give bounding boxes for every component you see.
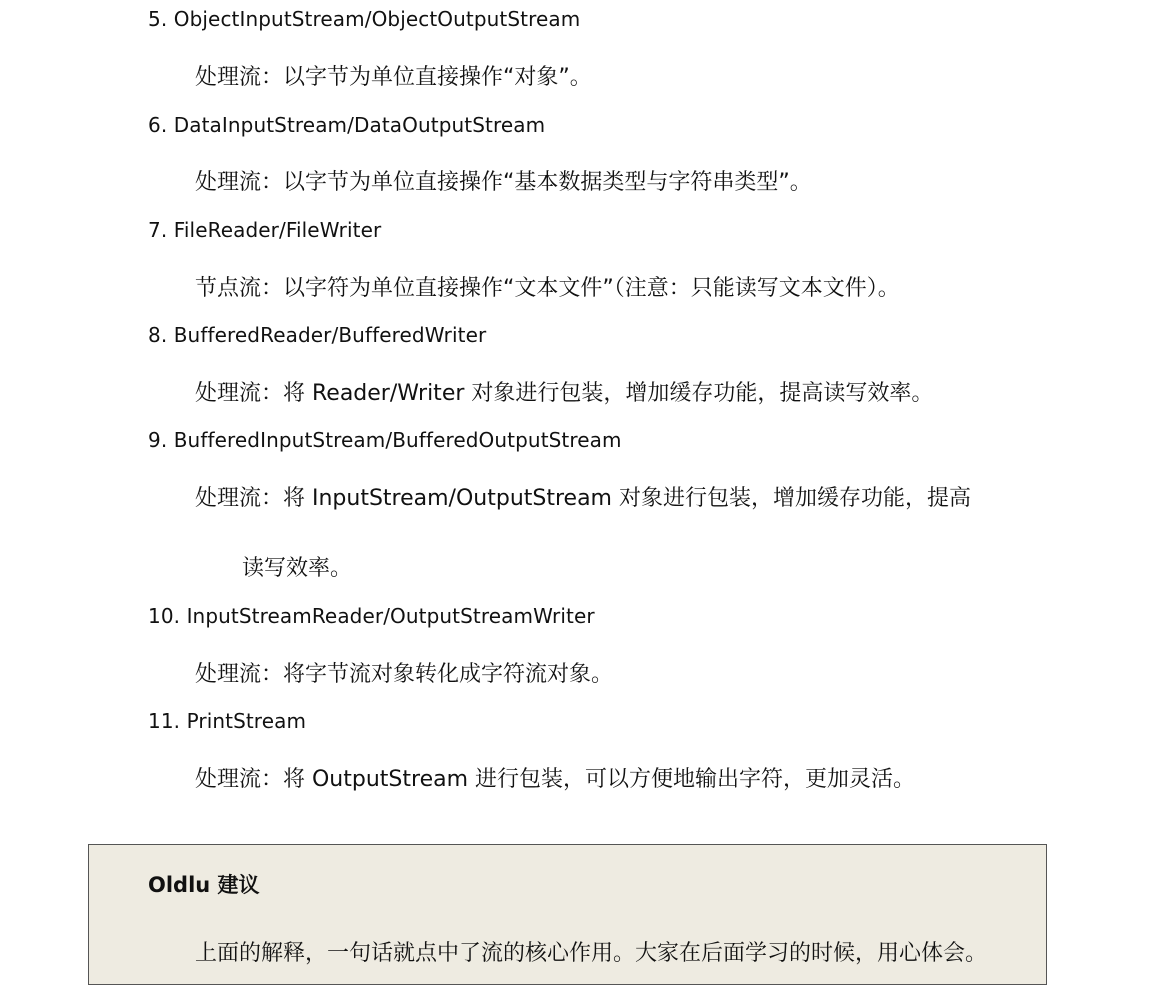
item-heading: 9. BufferedInputStream/BufferedOutputStream xyxy=(148,428,622,452)
item-heading: 8. BufferedReader/BufferedWriter xyxy=(148,323,487,347)
item-heading: 7. FileReader/FileWriter xyxy=(148,218,382,242)
advice-title: Oldlu 建议 xyxy=(148,873,260,897)
item-description: 处理流：以字节为单位直接操作“基本数据类型与字符串类型”。 xyxy=(195,170,812,195)
item-description: 处理流：以字节为单位直接操作“对象”。 xyxy=(195,65,592,90)
item-description: 处理流：将字节流对象转化成字符流对象。 xyxy=(195,662,614,687)
item-description: 处理流：将 OutputStream 进行包装，可以方便地输出字符，更加灵活。 xyxy=(195,767,916,792)
item-description-continuation: 读写效率。 xyxy=(242,556,353,581)
item-heading: 5. ObjectInputStream/ObjectOutputStream xyxy=(148,7,581,31)
item-heading: 10. InputStreamReader/OutputStreamWriter xyxy=(148,604,595,628)
advice-box xyxy=(88,844,1047,985)
item-description: 处理流：将 Reader/Writer 对象进行包装，增加缓存功能，提高读写效率。 xyxy=(195,381,934,406)
item-description: 处理流：将 InputStream/OutputStream 对象进行包装，增加缓存功能，提高 xyxy=(195,486,971,511)
item-description: 节点流：以字符为单位直接操作“文本文件”（注意：只能读写文本文件）。 xyxy=(195,276,900,301)
item-heading: 6. DataInputStream/DataOutputStream xyxy=(148,113,546,137)
advice-body: 上面的解释，一句话就点中了流的核心作用。大家在后面学习的时候，用心体会。 xyxy=(195,941,988,966)
item-heading: 11. PrintStream xyxy=(148,709,307,733)
